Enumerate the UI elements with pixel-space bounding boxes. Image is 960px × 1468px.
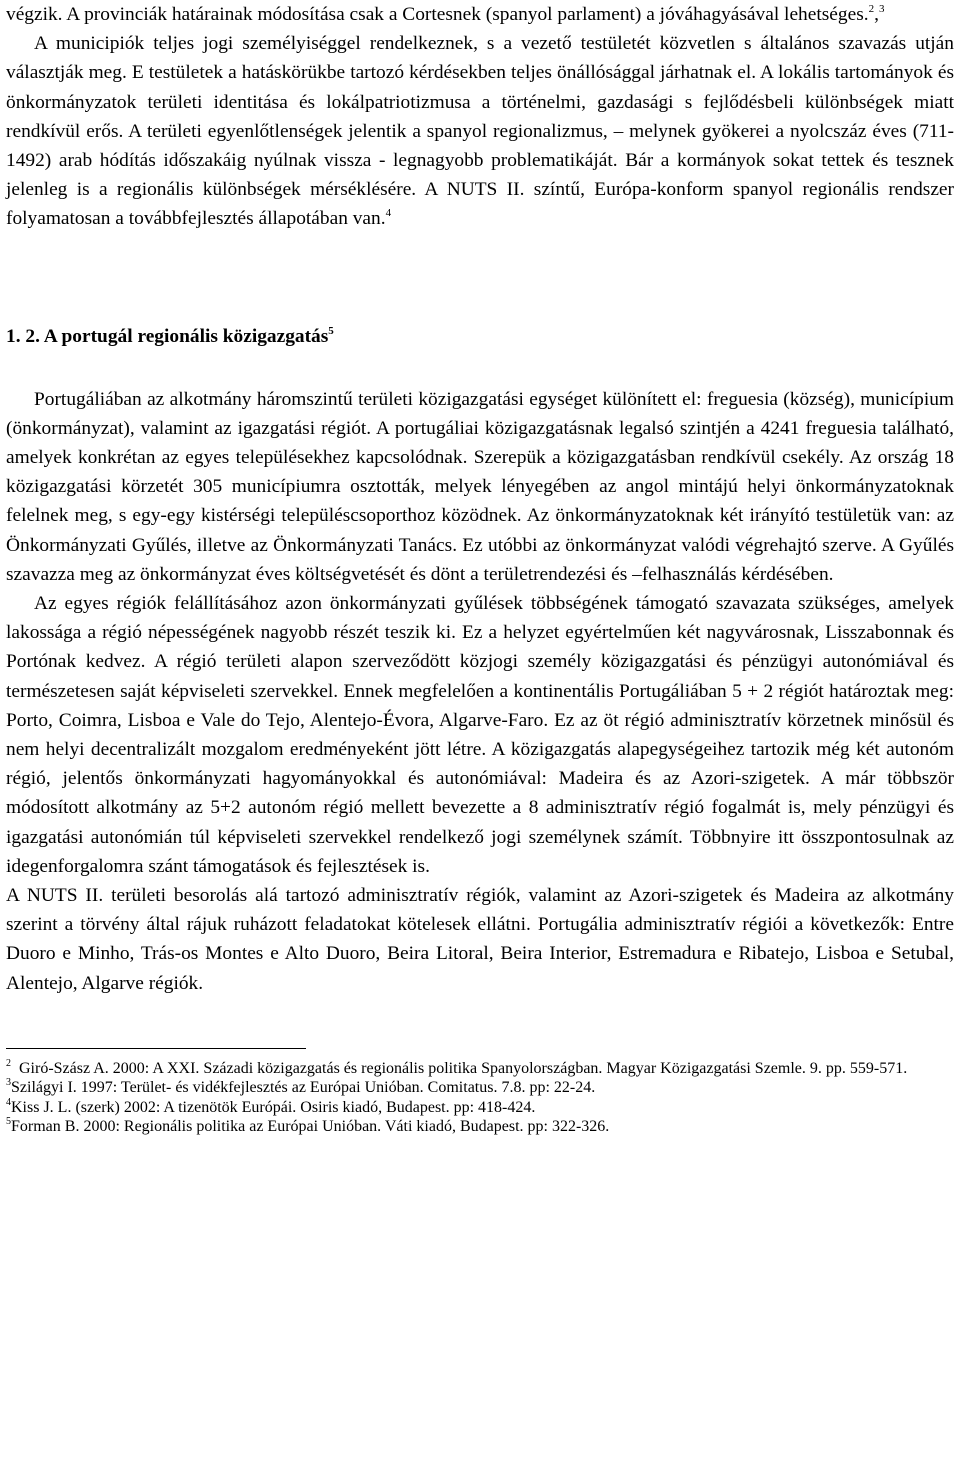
- section-heading-text: 1. 2. A portugál regionális közigazgatás: [6, 325, 329, 347]
- footnote-number: 2: [6, 1057, 11, 1069]
- paragraph-1: Portugáliában az alkotmány háromszintű területi közigazgatási egységet különített el: freguesia (község), municípium (önkormányzat), valamint az igazgatási régiót. A portugáliai közigazgatásnak legalsó szintjén a 4241 freguesia található, amelyek konkrétan az egyes településekhez kapcsolódnak. Szerepük a közigazgatásban rendkívül csekély. Az ország 18 közigazgatási körzetét 305 municípiumra osztották, melyek lényegében az angol mintájú helyi önkormányzatoknak felelnek meg, s egy-egy kistérségi településcsoporthoz közödnek. Az önkormányzatoknak két irányító testületük van: az Önkormányzati Gyűlés, illetve az Önkormányzati Tanács. Ez utóbbi az önkormányzat valódi végrehajtó szerve. A Gyűlés szavazza meg az önkormányzat éves költségvetését és dönt a területrendezési és –felhasználás kérdésében.: [6, 388, 954, 585]
- footnote-number: 5: [6, 1116, 11, 1128]
- footnote-ref-5[interactable]: 5: [328, 324, 334, 337]
- footnote-separator: [6, 1048, 306, 1049]
- footnote-item: [6, 1059, 954, 1078]
- footnote-text: Kiss J. L. (szerk) 2002: A tizenötök Európái. Osiris kiadó, Budapest. pp: 418-424.: [11, 1098, 536, 1116]
- document-page: [6, 0, 954, 1137]
- top-paragraph-text-1: végzik. A provinciák határainak módosítása csak a Cortesnek (spanyol parlament) a jóváhagyásával lehetséges.: [6, 4, 869, 25]
- footnote-number: 3: [6, 1077, 11, 1089]
- section-heading: [6, 322, 954, 351]
- footnote-text: Forman B. 2000: Regionális politika az Európai Unióban. Váti kiadó, Budapest. pp: 322-326.: [11, 1118, 610, 1136]
- footnote-item: [6, 1098, 954, 1117]
- footnote-number: 4: [6, 1096, 11, 1108]
- footnotes: [6, 1059, 954, 1137]
- footnote-item: [6, 1117, 954, 1136]
- paragraph-3: A NUTS II. területi besorolás alá tartozó adminisztratív régiók, valamint az Azori-szigetek és Madeira az alkotmány szerint a törvény által rájuk ruházott feladatokat kötelesek ellátni. Portugália adminisztratív régiói a következők: Entre Duoro e Minho, Trás-os Montes e Alto Duoro, Beira Litoral, Beira Interior, Estremadura e Ribatejo, Lisboa e Setubal, Alentejo, Algarve régiók.: [6, 885, 954, 994]
- section-gap: [6, 234, 954, 322]
- footnote-ref-separator: ,: [874, 4, 879, 25]
- footnote-ref-3[interactable]: 3: [878, 3, 885, 15]
- footnote-gap: [6, 998, 954, 1048]
- top-paragraph: [6, 0, 954, 234]
- footnote-text: Giró-Szász A. 2000: A XXI. Századi közigazgatás és regionális politika Spanyolországban. Magyar Közigazgatási Szemle. 9. pp. 559-571.: [19, 1059, 908, 1077]
- footnote-item: [6, 1078, 954, 1097]
- footnote-text: Szilágyi I. 1997: Terület- és vidékfejlesztés az Európai Unióban. Comitatus. 7.8. pp: 22-24.: [11, 1079, 596, 1097]
- paragraph-2: Az egyes régiók felállításához azon önkormányzati gyűlések többségének támogató szavazata szükséges, amelyek lakossága a régió népességének nagyobb részét teszik ki. Ez a helyzet egyértelműen két nagyvárosnak, Lisszabonnak és Portónak kedvez. A régió területi alapon szerveződött közjogi személy közigazgatási és pénzügyi autonómiával és természetesen saját képviseleti szervekkel. Ennek megfelelően a kontinentális Portugáliában 5 + 2 régiót határoztak meg: Porto, Coimra, Lisboa e Vale do Tejo, Alentejo-Évora, Algarve-Faro. Ez az öt régió adminisztratív körzetnek minősül és nem helyi decentralizált mozgalom eredményeként jött létre. A közigazgatás alapegységeihez tartozik még két autonóm régió, jelentős önkormányzati hagyományokkal és autonómiával: Madeira és az Azori-szigetek. A már többször módosított alkotmány az 5+2 autonóm régió mellett bevezette a 8 adminisztratív régió fogalmát is, mely pénzügyi és igazgatási autonómián túl képviseleti szervekkel rendelkező jogi személynek számít. Többnyire itt összpontosulnak az idegenforgalomra szánt támogatások és fejlesztések is.: [6, 593, 954, 877]
- top-paragraph-text-2: A municipiók teljes jogi személyiséggel rendelkeznek, s a vezető testületét közvetlen s általános szavazás utján választják meg. E testületek a hatáskörükbe tartozó kérdésekben teljes önállósággal járhatnak el. A lokális tartományok és önkormányzatok területi identitása és lokálpatriotizmusa a történelmi, gazdasági s fejlődésbeli különbségek miatt rendkívül erős. A területi egyenlőtlenségek jelentik a spanyol regionalizmus, – melynek gyökerei a nyolcszáz éves (711-1492) arab hódítás időszakáig nyúlnak vissza - legnagyobb problematikáját. Bár a kormányok sokat tettek és tesznek jelenleg is a regionális különbségek mérséklésére. A NUTS II. színtű, Európa-konform spanyol regionális rendszer folyamatosan a továbbfejlesztés állapotában van.: [6, 33, 954, 230]
- footnote-ref-4[interactable]: 4: [385, 207, 392, 220]
- footnote-ref-2[interactable]: 2: [868, 3, 875, 15]
